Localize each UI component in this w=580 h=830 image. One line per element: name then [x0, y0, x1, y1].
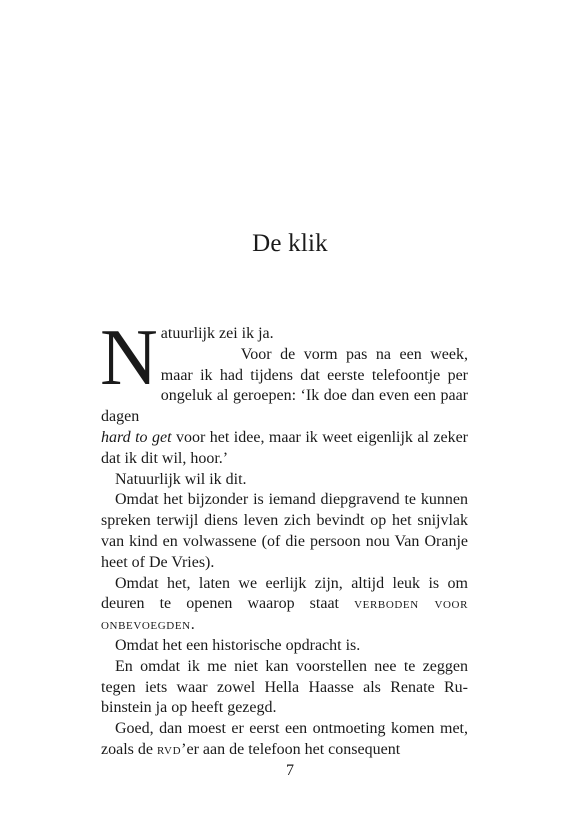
page-number: 7: [286, 762, 294, 779]
paragraph-7: En omdat ik me niet kan voorstellen nee te zeggen tegen iets waar zowel Hella Haasse als Renate Rubinstein ja op heeft gezegd.: [101, 657, 468, 717]
paragraph-5: [101, 574, 468, 636]
paragraph-5-end: .: [190, 616, 195, 634]
paragraph-5-smallcaps: verboden voor onbevoegden: [101, 595, 469, 634]
paragraph-4: Omdat het bijzonder is iemand diepgravend te kunnen spreken terwijl diens leven zich bevindt op het snijvlak van kind en volwassene (of die persoon nou Van Oranje heet of De Vries).: [101, 491, 468, 571]
paragraph-2-text: Voor de vorm pas na een week, maar ik had tijdens dat eerste telefoontje per ongeluk al geroepen: ‘Ik doe dan even een paar dagen: [101, 345, 468, 426]
paragraph-8-smallcaps: rvd: [156, 740, 182, 758]
paragraph-8-text: Goed, dan moest er eerst een ontmoeting komen met, zoals de: [101, 720, 468, 758]
paragraph-6: Omdat het een historische opdracht is.: [115, 636, 361, 654]
paragraph-5-text: Omdat het, laten we eerlijk zijn, altijd leuk is om deuren te openen waarop staat: [101, 574, 468, 613]
paragraph-8-end: ’er aan de telefoon het consequent: [181, 740, 401, 758]
chapter-title: De klik: [252, 230, 328, 257]
paragraph-1-text: atuurlijk zei ik ja.: [160, 325, 274, 342]
paragraph-8: [101, 719, 468, 761]
body-text: [100, 314, 469, 761]
paragraph-2-end: voor het idee, maar ik weet eigenlijk al zeker dat ik dit wil, hoor.’: [101, 428, 469, 467]
paragraph-2-italic: hard to get: [101, 428, 172, 446]
paragraph-3: Natuurlijk wil ik dit.: [115, 470, 247, 488]
drop-cap: N: [100, 314, 158, 402]
